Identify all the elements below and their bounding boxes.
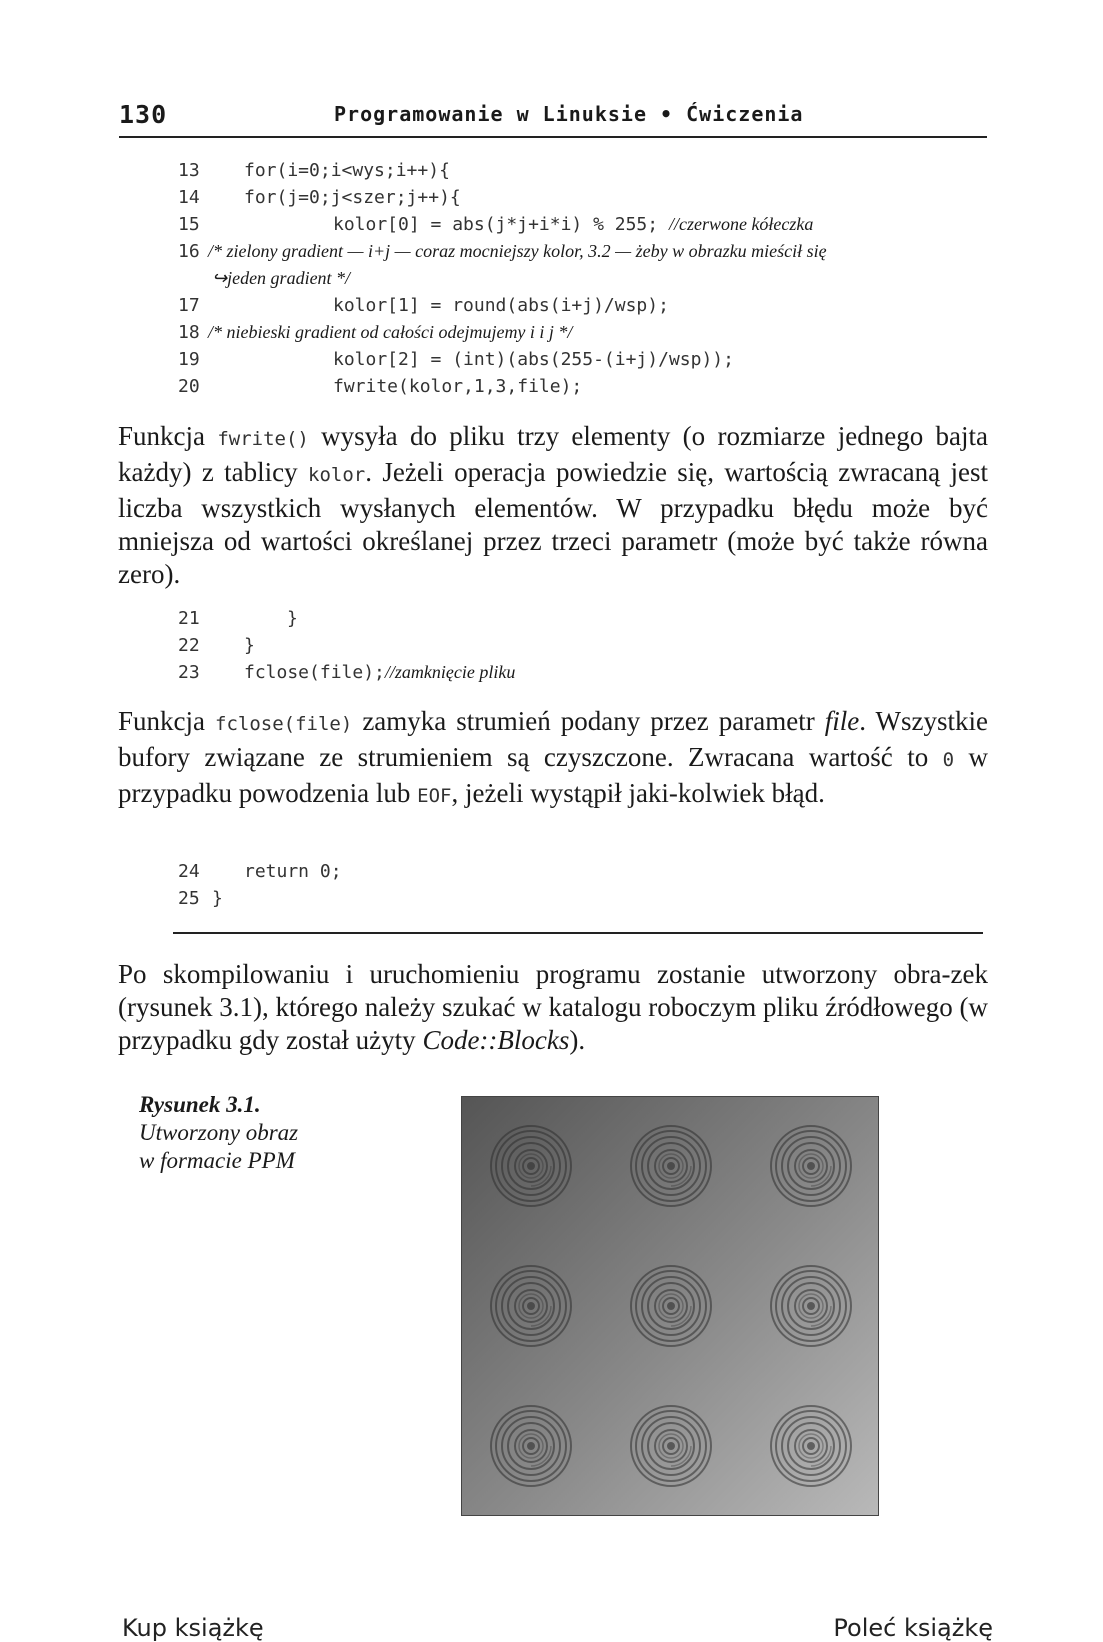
recommend-book-link[interactable]: Poleć książkę (833, 1614, 993, 1642)
code-comment: //zamknięcie pliku (384, 662, 516, 682)
paragraph-fwrite: Funkcja fwrite() wysyła do pliku trzy elementy (o rozmiarze jednego bajta każdy) z tablicy kolor. Jeżeli operacja powiedzie się, wartością zwracaną jest liczba wszystkich wysłanych elementów. W przypadku błędu może być mniejsza od wartości określanej przez trzeci parametr (może być także równa zero). (118, 421, 988, 589)
section-divider (173, 932, 983, 934)
figure-caption-title: Rysunek 3.1. (139, 1092, 261, 1117)
page-number: 130 (119, 100, 168, 129)
paragraph-fclose: Funkcja fclose(file) zamyka strumień podany przez parametr file. Wszystkie bufory związane ze strumieniem są czyszczone. Zwracana wartość to 0 w przypadku powodzenia lub EOF, jeżeli wystąpił jaki-kolwiek błąd. (118, 706, 988, 808)
code-comment: /* niebieski gradient od całości odejmujemy i i j */ (208, 322, 573, 342)
figure-caption (139, 1091, 298, 1175)
running-title: Programowanie w Linuksie • Ćwiczenia (334, 102, 804, 126)
figure-caption-line: w formacie PPM (139, 1148, 295, 1173)
ppm-image (461, 1096, 879, 1516)
code-comment: //czerwone kółeczka (668, 214, 814, 234)
page-header (119, 96, 987, 138)
code-comment: /* zielony gradient — i+j — coraz mocniejszy kolor, 3.2 — żeby w obrazku mieścił się (208, 241, 827, 261)
paragraph-compile: Po skompilowaniu i uruchomieniu programu zostanie utworzony obra-zek (rysunek 3.1), którego należy szukać w katalogu roboczym pliku źródłowego (w przypadku gdy został użyty Code::Blocks). (118, 959, 988, 1055)
ppm-image-figure (461, 1096, 879, 1516)
figure-caption-line: Utworzony obraz (139, 1120, 299, 1145)
buy-book-link[interactable]: Kup książkę (122, 1614, 264, 1642)
